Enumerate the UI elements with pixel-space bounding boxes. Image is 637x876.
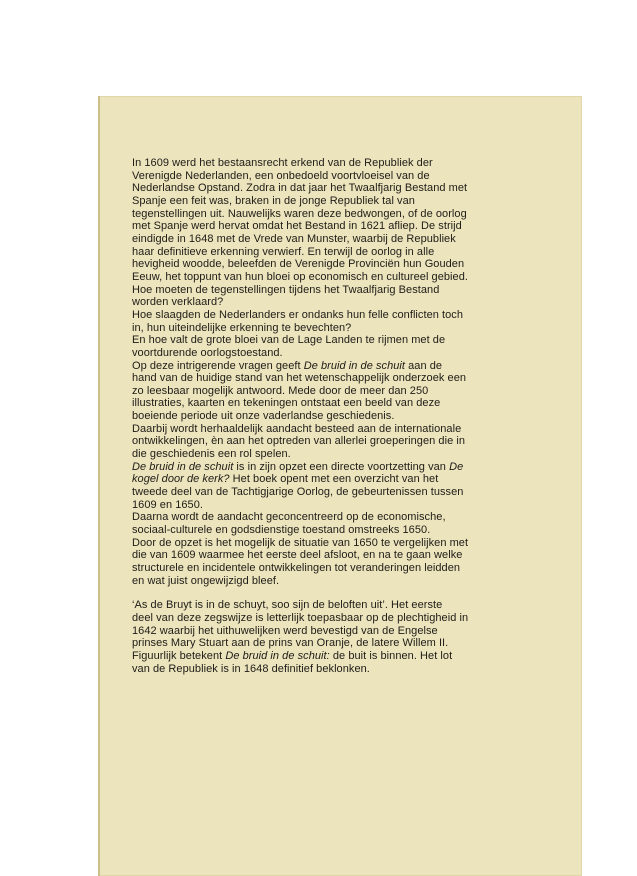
blurb-text-segment: Daarbij wordt herhaaldelijk aandacht besteed aan de internationale xyxy=(132,422,462,435)
blurb-line xyxy=(132,650,514,663)
blurb-text-segment: voortdurende oorlogstoestand. xyxy=(132,346,283,359)
blurb-line xyxy=(132,625,514,638)
blurb-line xyxy=(132,663,514,676)
blurb-line xyxy=(132,435,514,448)
blurb-line xyxy=(132,562,514,575)
blurb-text-segment: hevigheid woodde, beleefden de Verenigde Provinciën hun Gouden xyxy=(132,258,465,271)
blurb-text-segment: in, hun uiteindelijke erkenning te bevechten? xyxy=(132,321,352,334)
blurb-line xyxy=(132,296,514,309)
book-title-text: De bruid in de schuit xyxy=(303,359,406,372)
blurb-text-segment: tegenstellingen uit. Nauwelijks waren deze bedwongen, of de oorlog xyxy=(132,207,467,220)
blurb-text-segment: is in zijn opzet een directe voortzetting van xyxy=(233,460,450,473)
book-title-text: De xyxy=(449,460,464,473)
blurb-text-segment: En hoe valt de grote bloei van de Lage Landen te rijmen met de xyxy=(132,334,446,347)
blurb-text-segment: Hoe moeten de tegenstellingen tijdens het Twaalfjarig Bestand xyxy=(132,283,440,296)
blurb-line xyxy=(132,448,514,461)
blurb-text-segment: van de Republiek is in 1648 definitief beklonken. xyxy=(132,662,370,675)
blurb-text-segment: zo leesbaar mogelijk antwoord. Mede door de meer dan 250 xyxy=(132,384,429,397)
blurb-text-segment: ‘As de Bruyt is in de schuyt, soo sijn de beloften uit’. Het eerste xyxy=(132,599,443,612)
blurb-text-segment: illustraties, kaarten en tekeningen ontstaat een beeld van deze xyxy=(132,397,441,410)
blurb-paragraph xyxy=(132,599,514,675)
blurb-line xyxy=(132,549,514,562)
blurb-text-segment: hand van de huidige stand van het wetenschappelijk onderzoek een xyxy=(132,372,467,385)
blurb-text-segment: Nederlandse Opstand. Zodra in dat jaar het Twaalfjarig Bestand met xyxy=(132,182,468,195)
blurb-text-segment: sociaal-culturele en godsdienstige toestand omstreeks 1650. xyxy=(132,524,431,537)
blurb-line xyxy=(132,372,514,385)
blurb-text xyxy=(132,157,514,675)
blurb-text-segment: boeiende periode uit onze vaderlandse geschiedenis. xyxy=(132,410,395,423)
blurb-text-segment: Door de opzet is het mogelijk de situatie van 1650 te vergelijken met xyxy=(132,536,469,549)
blurb-line xyxy=(132,473,514,486)
blurb-text-segment: prinses Mary Stuart aan de prins van Oranje, de latere Willem II. xyxy=(132,637,449,650)
blurb-text-segment: structurele en incidentele ontwikkelingen tot veranderingen leidden xyxy=(132,562,461,574)
blurb-line xyxy=(132,157,514,170)
blurb-text-segment: deel van deze zegswijze is letterlijk toepasbaar op de plechtigheid in xyxy=(132,611,469,624)
blurb-line xyxy=(132,461,514,474)
blurb-text-segment: In 1609 werd het bestaansrecht erkend van de Republiek der xyxy=(132,157,433,169)
blurb-line xyxy=(132,182,514,195)
blurb-line xyxy=(132,499,514,512)
blurb-text-segment: die geschiedenis een rol spelen. xyxy=(132,448,291,461)
blurb-text-segment: aan de xyxy=(405,359,443,372)
blurb-line xyxy=(132,195,514,208)
blurb-text-segment: haar definitieve erkenning verwierf. En terwijl de oorlog in alle xyxy=(132,245,435,258)
blurb-text-segment: Figuurlijk betekent xyxy=(132,649,226,662)
blurb-text-segment: Eeuw, het toppunt van hun bloei op economisch en cultureel gebied. xyxy=(132,270,468,283)
blurb-text-segment: ontwikkelingen, èn aan het optreden van allerlei groeperingen die in xyxy=(132,435,466,448)
book-title-text: De bruid in de schuit: xyxy=(225,649,330,662)
blurb-line xyxy=(132,423,514,436)
blurb-line xyxy=(132,258,514,271)
blurb-text-segment: 1642 waarbij het uithuwelijken werd bevestigd van de Engelse xyxy=(132,624,438,637)
blurb-line xyxy=(132,385,514,398)
blurb-text-segment: met Spanje werd hervat omdat het Bestand in 1621 afliep. De strijd xyxy=(132,220,462,233)
blurb-line xyxy=(132,334,514,347)
blurb-text-segment: tweede deel van de Tachtigjarige Oorlog, de gebeurtenissen tussen xyxy=(132,486,464,499)
blurb-line xyxy=(132,612,514,625)
blurb-line xyxy=(132,322,514,335)
blurb-line xyxy=(132,220,514,233)
blurb-line xyxy=(132,347,514,360)
blurb-line xyxy=(132,397,514,410)
blurb-text-segment: worden verklaard? xyxy=(132,296,224,309)
blurb-line xyxy=(132,486,514,499)
blurb-paragraph xyxy=(132,157,514,587)
blurb-line xyxy=(132,360,514,373)
blurb-line xyxy=(132,410,514,423)
book-title-text: kogel door de kerk? xyxy=(132,473,230,486)
blurb-line xyxy=(132,233,514,246)
blurb-line xyxy=(132,637,514,650)
blurb-text-segment: eindigde in 1648 met de Vrede van Munster, waarbij de Republiek xyxy=(132,232,456,245)
blurb-text-segment: Verenigde Nederlanden, een onbedoeld voortvloeisel van de xyxy=(132,169,430,182)
blurb-line xyxy=(132,575,514,588)
blurb-line xyxy=(132,599,514,612)
blurb-text-segment: Het boek opent met een overzicht van het xyxy=(229,473,439,486)
blurb-line xyxy=(132,271,514,284)
blurb-text-segment: 1609 en 1650. xyxy=(132,498,203,511)
book-title-text: De bruid in de schuit xyxy=(132,460,234,473)
cover-spine-edge xyxy=(98,96,100,876)
blurb-line xyxy=(132,246,514,259)
blurb-line xyxy=(132,524,514,537)
blurb-text-segment: en wat juist ongewijzigd bleef. xyxy=(132,574,280,587)
blurb-text-segment: Daarna wordt de aandacht geconcentreerd op de economische, xyxy=(132,511,446,524)
blurb-line xyxy=(132,537,514,550)
blurb-text-segment: Hoe slaagden de Nederlanders er ondanks hun felle conflicten toch xyxy=(132,308,464,321)
blurb-line xyxy=(132,309,514,322)
blurb-line xyxy=(132,511,514,524)
blurb-text-segment: die van 1609 waarmee het eerste deel afsloot, en na te gaan welke xyxy=(132,549,463,562)
blurb-text-segment: Spanje een feit was, braken in de jonge Republiek tal van xyxy=(132,194,415,207)
blurb-line xyxy=(132,284,514,297)
blurb-line xyxy=(132,170,514,183)
blurb-text-segment: Op deze intrigerende vragen geeft xyxy=(132,359,304,372)
blurb-text-segment: de buit is binnen. Het lot xyxy=(329,649,453,662)
blurb-line xyxy=(132,208,514,221)
